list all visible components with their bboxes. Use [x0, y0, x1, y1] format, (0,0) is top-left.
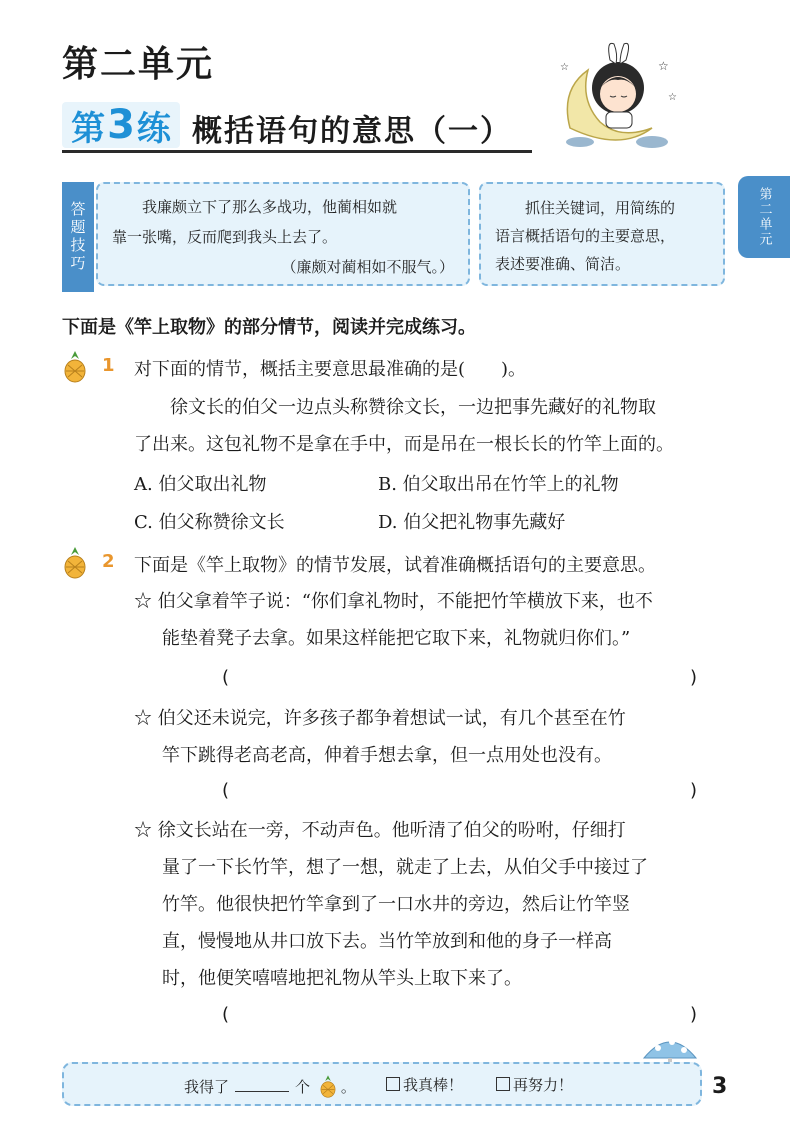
lesson-number: 3 [107, 102, 135, 148]
checkbox-icon[interactable] [386, 1077, 400, 1091]
page-number: 3 [712, 1074, 728, 1099]
answer-paren-open-3[interactable]: ( [222, 1004, 230, 1025]
checkbox-icon[interactable] [496, 1077, 510, 1091]
q2-item-2-line-1: ☆ 伯父还未说完，许多孩子都争着想试一试，有几个甚至在竹 [134, 708, 626, 729]
q2-item-1-line-1: ☆ 伯父拿着竿子说：“你们拿礼物时，不能把竹竿横放下来，也不 [134, 591, 653, 612]
unit-title: 第二单元 [62, 44, 215, 85]
lesson-title: 概括语句的意思（一） [192, 114, 512, 149]
option-d[interactable]: D. 伯父把礼物事先藏好 [378, 512, 566, 533]
score-prefix: 我得了 [184, 1078, 230, 1096]
lesson-badge [62, 102, 180, 148]
pineapple-icon [60, 349, 90, 383]
svg-text:☆: ☆ [560, 62, 569, 73]
q1-passage-line-2: 了出来。这包礼物不是拿在手中，而是吊在一根长长的竹竿上面的。 [134, 434, 674, 455]
lesson-prefix: 第 [71, 108, 106, 149]
q2-item-3-line-1: ☆ 徐文长站在一旁，不动声色。他听清了伯父的吩咐，仔细打 [134, 820, 626, 841]
question-2-text: 下面是《竿上取物》的情节发展，试着准确概括语句的主要意思。 [134, 555, 656, 576]
answer-paren-close-2[interactable]: ) [690, 780, 698, 801]
exercise-intro: 下面是《竿上取物》的部分情节，阅读并完成练习。 [62, 317, 476, 338]
checkbox-try-harder-label: 再努力！ [513, 1076, 574, 1094]
question-1-number: 1 [102, 355, 115, 376]
girl-on-moon-illustration [540, 30, 690, 150]
tip-example-source: （廉颇对蔺相如不服气。） [281, 258, 454, 276]
checkbox-try-harder[interactable] [496, 1074, 573, 1095]
answer-paren-close-3[interactable]: ) [690, 1004, 698, 1025]
question-2-number: 2 [102, 551, 115, 572]
tip-example-line-2: 靠一张嘴，反而爬到我头上去了。 [112, 228, 338, 246]
option-a[interactable]: A. 伯父取出礼物 [134, 474, 267, 495]
checkbox-great-label: 我真棒！ [403, 1076, 464, 1094]
option-b[interactable]: B. 伯父取出吊在竹竿上的礼物 [378, 474, 619, 495]
svg-text:☆: ☆ [658, 59, 669, 73]
tips-label: 答题技巧 [62, 182, 94, 292]
question-1-passage [134, 389, 704, 463]
score-text [184, 1074, 356, 1098]
score-suffix: 个 [295, 1078, 311, 1096]
score-end-mark: 。 [340, 1078, 356, 1096]
question-1-text: 对下面的情节，概括主要意思最准确的是( )。 [134, 359, 527, 380]
answer-paren-open-2[interactable]: ( [222, 780, 230, 801]
q2-item-1-line-2: 能垫着凳子去拿。如果这样能把它取下来，礼物就归你们。” [162, 628, 631, 649]
pineapple-icon [317, 1074, 339, 1098]
q2-item-3-line-4: 直，慢慢地从井口放下去。当竹竿放到和他的身子一样高 [162, 931, 612, 952]
side-tab-unit[interactable]: 第二单元 [738, 176, 790, 258]
score-footer [62, 1062, 702, 1106]
tip-method-box [479, 182, 725, 286]
q2-item-2-line-2: 竿下跳得老高老高，伸着手想去拿，但一点用处也没有。 [162, 745, 612, 766]
lesson-suffix: 练 [136, 108, 171, 149]
q2-item-3 [134, 812, 714, 997]
checkbox-great[interactable] [386, 1074, 463, 1095]
q2-item-3-line-5: 时，他便笑嘻嘻地把礼物从竿头上取下来了。 [162, 968, 522, 989]
tip-method-line-1: 抓住关键词，用简练的 [525, 199, 676, 217]
answer-paren-open-1[interactable]: ( [222, 667, 230, 688]
answer-paren-close-1[interactable]: ) [690, 667, 698, 688]
tip-method-line-2: 语言概括语句的主要意思， [495, 227, 676, 245]
tip-method-line-3: 表述要准确、简洁。 [495, 255, 631, 273]
q2-item-3-line-3: 竹竿。他很快把竹竿拿到了一口水井的旁边，然后让竹竿竖 [162, 894, 630, 915]
option-c[interactable]: C. 伯父称赞徐文长 [134, 512, 285, 533]
q2-item-3-line-2: 量了一下长竹竿，想了一想，就走了上去，从伯父手中接过了 [162, 857, 648, 878]
q2-item-1 [134, 583, 714, 657]
score-blank[interactable] [235, 1091, 289, 1092]
pineapple-icon [60, 545, 90, 579]
q2-item-2 [134, 700, 714, 774]
tip-example-box [96, 182, 470, 286]
lesson-header [62, 100, 532, 153]
tip-example-line-1: 我廉颇立下了那么多战功，他蔺相如就 [142, 198, 398, 216]
q1-passage-line-1: 徐文长的伯父一边点头称赞徐文长，一边把事先藏好的礼物取 [170, 397, 656, 418]
svg-text:☆: ☆ [668, 92, 677, 103]
